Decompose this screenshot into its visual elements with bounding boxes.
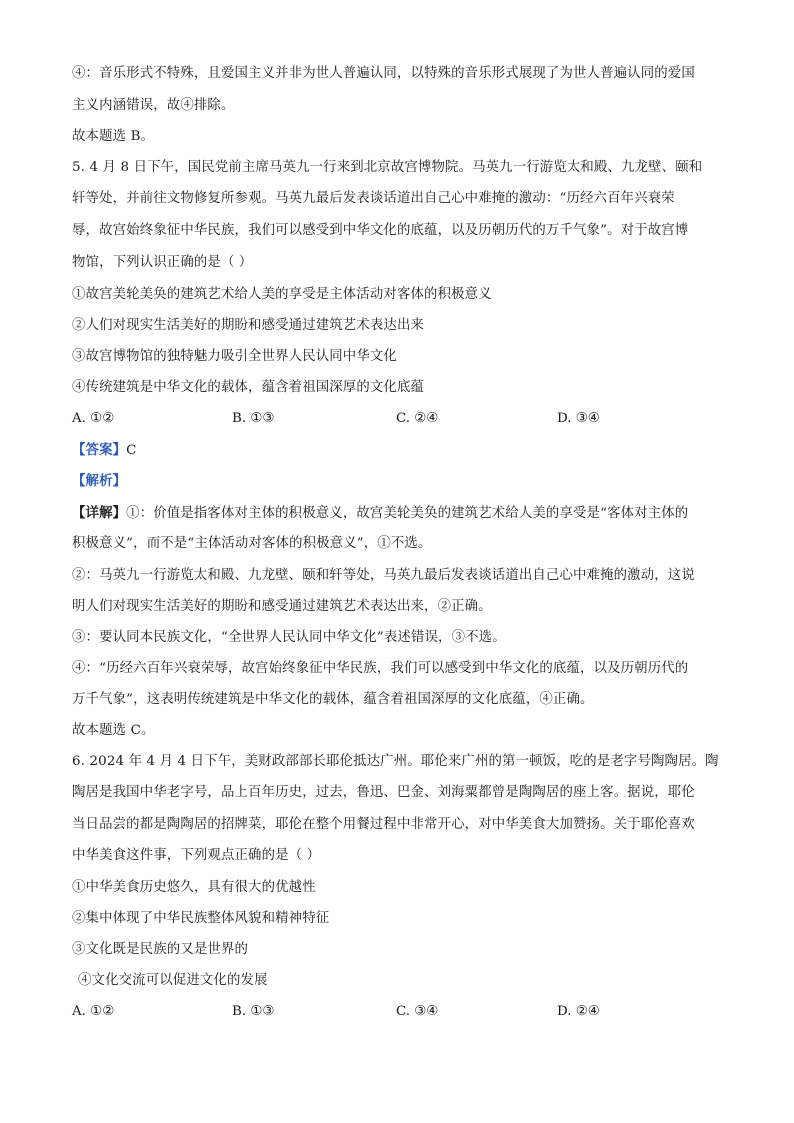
q5-detail-line: ③：要认同本民族文化，“全世界人民认同中华文化”表述错误，③不选。 bbox=[72, 630, 506, 645]
q5-detail-line: 万千气象”，这表明传统建筑是中华文化的载体，蕴含着祖国深厚的文化底蕴，④正确。 bbox=[72, 692, 594, 707]
q6-stem-line: 6. 2024 年 4 月 4 日下午，美财政部部长耶伦抵达广州。耶伦来广州的第一顿饭，吃的是老字号陶陶居。陶 bbox=[72, 754, 719, 769]
q5-analysis-heading bbox=[72, 471, 732, 491]
q5-detail-line: 积极意义”，而不是“主体活动对客体的积极意义”，①不选。 bbox=[72, 536, 432, 551]
q5-detail-line bbox=[72, 503, 732, 523]
q5-statement: ④传统建筑是中华文化的载体，蕴含着祖国深厚的文化底蕴 bbox=[72, 380, 425, 395]
q6-option-b: B. ①③ bbox=[232, 1004, 275, 1019]
q5-stem-line: 轩等处，并前往文物修复所参观。马英九最后发表谈话道出自己心中难掩的激动：“历经六百年兴衰荣 bbox=[72, 191, 675, 206]
q6-option-a: A. ①② bbox=[72, 1004, 115, 1019]
prev-analysis-line: 主义内涵错误，故④排除。 bbox=[72, 98, 235, 113]
analysis-tag: 【解析】 bbox=[72, 473, 127, 489]
q5-stem-line: 辱，故宫始终象征中华民族，我们可以感受到中华文化的底蕴，以及历朝历代的万千气象”。对于故宫博 bbox=[72, 223, 689, 238]
q5-stem-line: 物馆，下列认识正确的是（ ） bbox=[72, 255, 253, 270]
detail-tag: 【详解】 bbox=[72, 505, 127, 521]
q5-detail-line: 明人们对现实生活美好的期盼和感受通过建筑艺术表达出来，②正确。 bbox=[72, 599, 492, 614]
q5-option-c: C. ②④ bbox=[396, 411, 439, 426]
q5-statement: ③故宫博物馆的独特魅力吸引全世界人民认同中华文化 bbox=[72, 349, 397, 364]
q6-statement: ①中华美食历史悠久，具有很大的优越性 bbox=[72, 880, 316, 895]
q5-detail-line: ④：“历经六百年兴衰荣辱，故宫始终象征中华民族，我们可以感受到中华文化的底蕴，以及历朝历代的 bbox=[72, 661, 689, 676]
q6-statement: ③文化既是民族的又是世界的 bbox=[72, 942, 249, 957]
q5-option-d: D. ③④ bbox=[557, 411, 600, 426]
q5-option-a: A. ①② bbox=[72, 411, 115, 426]
prev-conclusion: 故本题选 B。 bbox=[72, 129, 155, 144]
detail-text: ①：价值是指客体对主体的积极意义，故宫美轮美奂的建筑艺术给人美的享受是“客体对主体的 bbox=[126, 506, 689, 521]
q5-statement: ①故宫美轮美奂的建筑艺术给人美的享受是主体活动对客体的积极意义 bbox=[72, 287, 492, 302]
q5-statement: ②人们对现实生活美好的期盼和感受通过建筑艺术表达出来 bbox=[72, 318, 425, 333]
q6-stem-line: 当日品尝的都是陶陶居的招牌菜，耶伦在整个用餐过程中非常开心，对中华美食大加赞扬。关于耶伦喜欢 bbox=[72, 817, 695, 832]
q6-option-c: C. ③④ bbox=[396, 1004, 439, 1019]
prev-analysis-line: ④：音乐形式不特殊，且爱国主义并非为世人普遍认同，以特殊的音乐形式展现了为世人普遍认同的爱国 bbox=[72, 66, 695, 81]
q5-detail-line: ②：马英九一行游览太和殿、九龙壁、颐和轩等处，马英九最后发表谈话道出自己心中难掩的激动，这说 bbox=[72, 568, 695, 583]
q6-option-d: D. ②④ bbox=[557, 1004, 600, 1019]
q5-conclusion: 故本题选 C。 bbox=[72, 723, 155, 738]
q5-answer bbox=[72, 440, 732, 460]
q6-stem-line: 中华美食这件事，下列观点正确的是（ ） bbox=[72, 848, 321, 863]
q6-statement: ④文化交流可以促进文化的发展 bbox=[78, 973, 268, 988]
q6-stem-line: 陶居是我国中华老字号，品上百年历史，过去，鲁迅、巴金、刘海粟都曾是陶陶居的座上客。据说，耶伦 bbox=[72, 785, 695, 800]
answer-value: C bbox=[126, 443, 137, 458]
answer-tag: 【答案】 bbox=[72, 442, 127, 458]
q5-option-b: B. ①③ bbox=[232, 411, 275, 426]
q6-statement: ②集中体现了中华民族整体风貌和精神特征 bbox=[72, 911, 330, 926]
q5-stem-line: 5. 4 月 8 日下午，国民党前主席马英九一行来到北京故宫博物院。马英九一行游览太和殿、九龙壁、颐和 bbox=[72, 160, 703, 175]
